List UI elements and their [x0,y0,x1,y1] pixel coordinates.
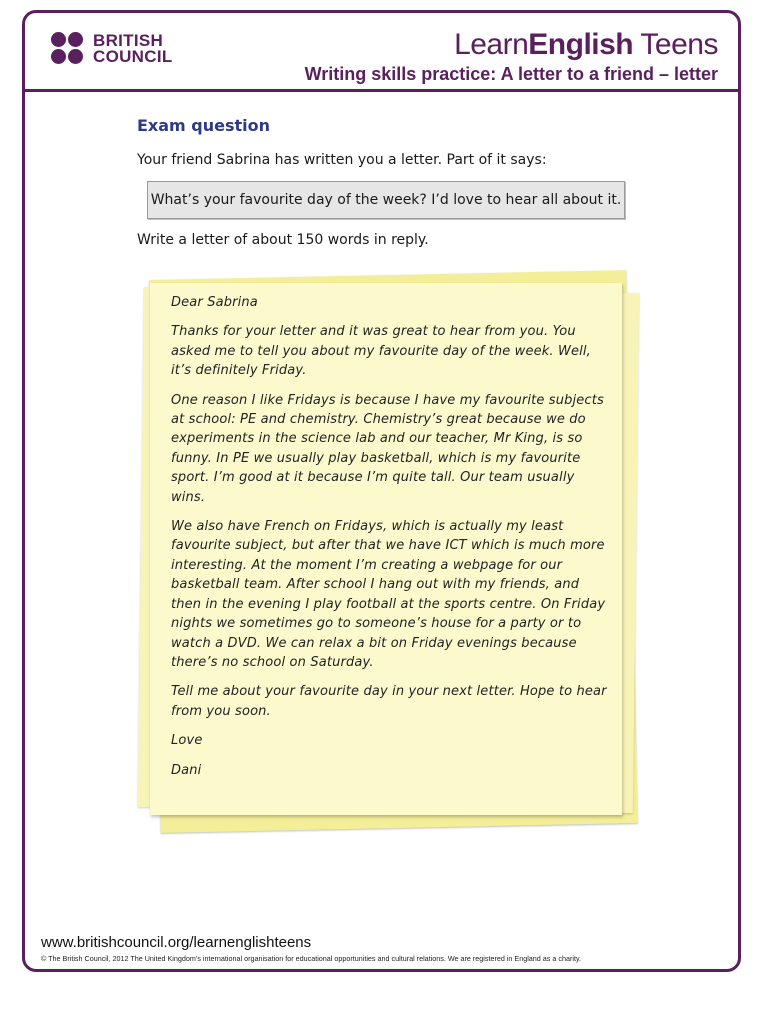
quote-box [147,181,625,219]
letter-paragraph: We also have French on Fridays, which is actually my least favourite subject, but after that we have ICT which is much more interesting. At the moment I’m creating a webpage for our basketball team. After school I hang out with my friends, and then in the evening I play football at the sports centre. On Friday nights we sometimes go to someone’s house for a party or to watch a DVD. We can relax a bit on Friday evenings because there’s no school on Saturday. [171,519,606,670]
letter-paragraph: Tell me about your favourite day in your next letter. Hope to hear from you soon. [171,684,607,719]
brand-learn: Learn [454,28,529,61]
footer-copyright: © The British Council, 2012 The United Kingdom’s international organisation for educational opportunities and cultural relations. We are registered in England as a charity. [41,954,582,963]
logo-dots-icon [51,32,87,66]
header-divider [22,89,741,92]
brand-english: English [528,28,634,61]
letter-closing: Love [171,733,203,749]
exam-intro: Your friend Sabrina has written you a letter. Part of it says: [137,152,547,168]
letter-greeting: Dear Sabrina [171,295,258,310]
logo-line-2: COUNCIL [93,47,173,66]
exam-task: Write a letter of about 150 words in reply. [137,232,429,248]
letter-paragraph: Thanks for your letter and it was great to hear from you. You asked me to tell you about my favourite day of the week. Well, it’s definitely Friday. [171,324,591,379]
brand-teens: Teens [633,28,718,61]
learnenglish-teens-brand [454,28,718,62]
footer-url[interactable]: www.britishcouncil.org/learnenglishteens [41,934,312,951]
quote-text: What’s your favourite day of the week? I’d love to hear all about it. [150,192,622,208]
british-council-logo [51,32,173,66]
logo-text [93,33,173,65]
exam-question-heading: Exam question [137,116,271,135]
letter-signature: Dani [171,762,202,778]
letter-body [171,293,611,790]
page-title: Writing skills practice: A letter to a friend – letter [304,64,718,84]
logo-line-1: BRITISH [93,31,164,50]
letter-paragraph: One reason I like Fridays is because I have my favourite subjects at school: PE and chemistry. Chemistry’s great because we do experiments in the science lab and our teacher, Mr King, is so funny. In PE we usually play basketball, which is my favourite sport. I’m good at it because I’m quite tall. Our team usually wins. [171,392,604,505]
